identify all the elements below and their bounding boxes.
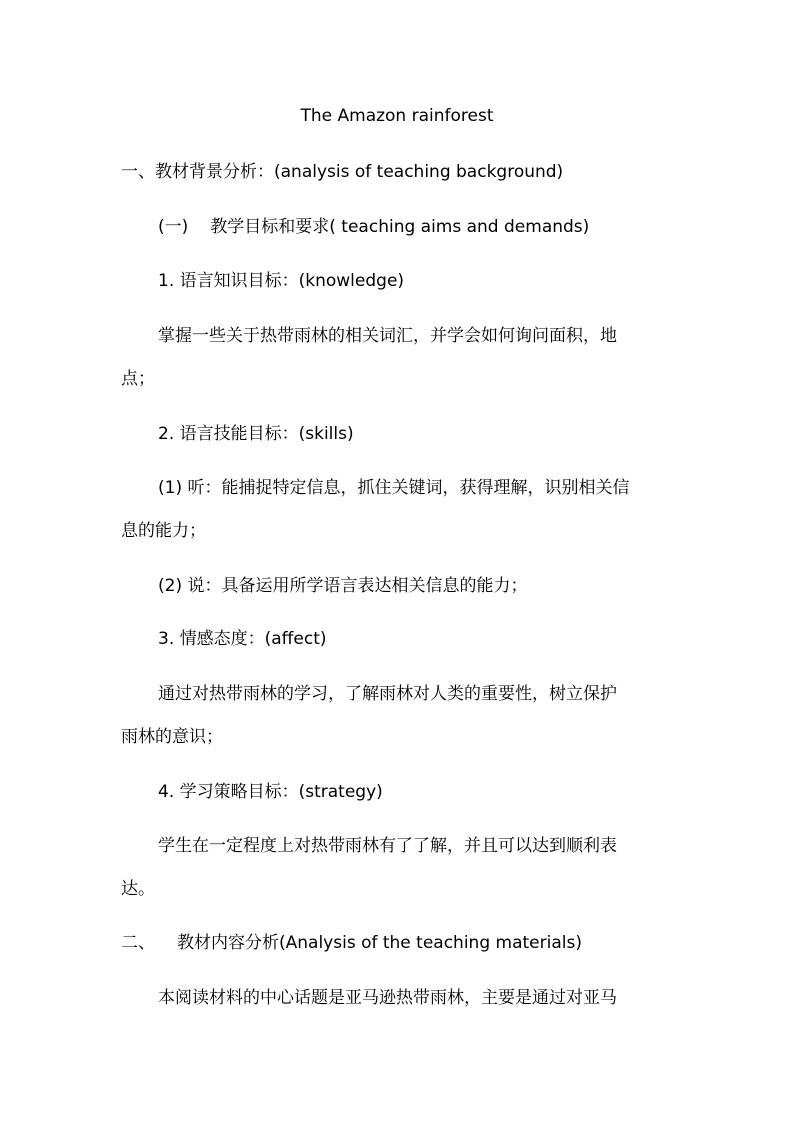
subsection-1-heading: [158, 216, 589, 238]
item-4-heading: 4. 学习策略目标：(strategy): [158, 782, 383, 802]
subsection-1-title: 教学目标和要求( teaching aims and demands): [210, 217, 590, 237]
item-2-sub-2: (2) 说：具备运用所学语言表达相关信息的能力；: [158, 576, 528, 596]
item-4-text-line-2: 达。: [121, 879, 155, 899]
item-2-sub-1-line-1: (1) 听：能捕捉特定信息，抓住关键词，获得理解，识别相关信: [158, 478, 630, 498]
item-2-heading: 2. 语言技能目标：(skills): [158, 424, 354, 444]
item-3-heading: 3. 情感态度：(affect): [158, 629, 327, 649]
subsection-1-number: (一): [158, 217, 189, 237]
item-1-text-line-1: 掌握一些关于热带雨林的相关词汇，并学会如何询问面积，地: [158, 326, 617, 346]
item-1-text-line-2: 点；: [121, 369, 155, 389]
item-3-text-line-2: 雨林的意识；: [121, 727, 223, 747]
section-2-number: 二、: [121, 933, 155, 953]
section-2-text-line-1: 本阅读材料的中心话题是亚马逊热带雨林，主要是通过对亚马: [158, 988, 617, 1008]
section-2-heading: [121, 932, 582, 954]
document-title: The Amazon rainforest: [300, 106, 494, 126]
item-4-text-line-1: 学生在一定程度上对热带雨林有了了解，并且可以达到顺利表: [158, 836, 617, 856]
item-2-sub-1-line-2: 息的能力；: [121, 521, 206, 541]
item-3-text-line-1: 通过对热带雨林的学习，了解雨林对人类的重要性，树立保护: [158, 684, 617, 704]
item-1-heading: 1. 语言知识目标：(knowledge): [158, 271, 405, 291]
section-1-heading: 一、教材背景分析：(analysis of teaching background): [121, 162, 564, 182]
section-2-title: 教材内容分析(Analysis of the teaching materials): [177, 933, 582, 953]
